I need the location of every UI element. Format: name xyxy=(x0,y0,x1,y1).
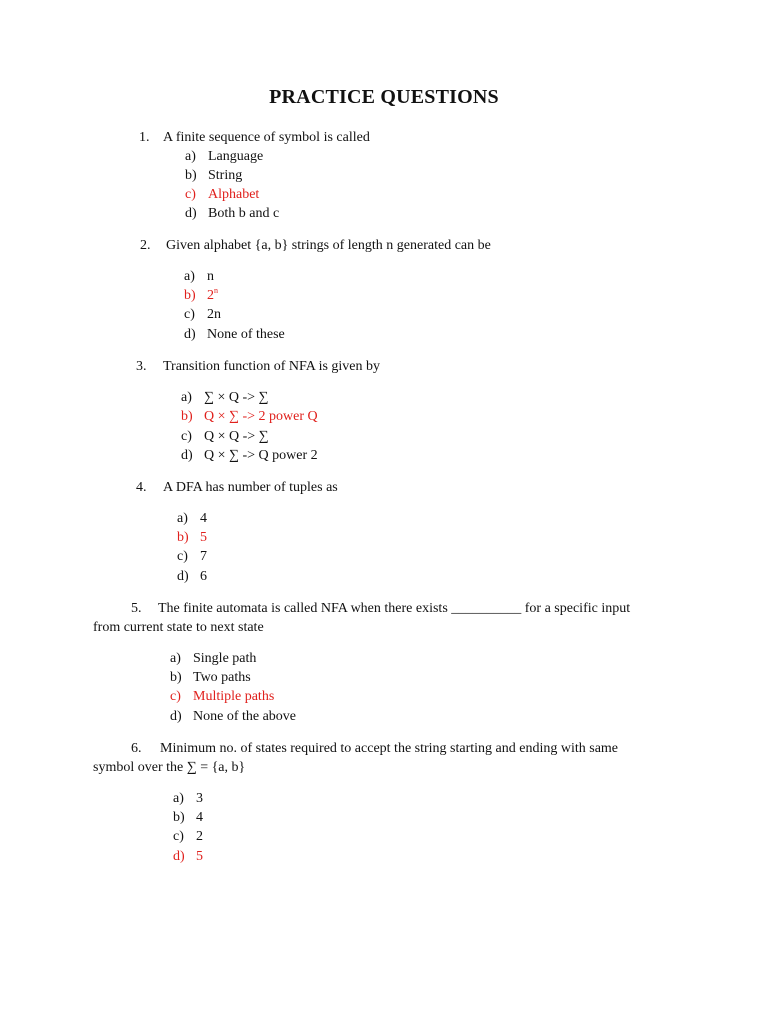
option-5c-correct xyxy=(170,687,274,706)
question-number: 4. xyxy=(136,480,147,495)
option-label: a) xyxy=(177,511,188,526)
question-6-continued xyxy=(93,758,245,777)
option-5a xyxy=(170,649,256,668)
option-label: a) xyxy=(184,269,195,284)
option-text: 4 xyxy=(196,810,203,825)
option-label: a) xyxy=(185,149,196,164)
option-label: b) xyxy=(177,530,189,545)
option-label: b) xyxy=(185,168,197,183)
question-2 xyxy=(140,236,491,255)
option-label: c) xyxy=(184,307,195,322)
option-label: b) xyxy=(181,409,193,424)
question-text: A finite sequence of symbol is called xyxy=(163,130,370,145)
option-text: Single path xyxy=(193,651,257,666)
question-text-line-1: The finite automata is called NFA when there exists __________ for a specific input xyxy=(158,601,631,616)
option-label: d) xyxy=(173,849,185,864)
option-text: 5 xyxy=(196,849,203,864)
option-label: d) xyxy=(170,709,182,724)
option-4a xyxy=(177,509,207,528)
question-number: 6. xyxy=(131,741,142,756)
question-number: 3. xyxy=(136,359,147,374)
option-2b-correct xyxy=(184,286,218,305)
option-4b-correct xyxy=(177,528,207,547)
option-1a xyxy=(185,147,263,166)
option-text: Language xyxy=(208,149,264,164)
option-6a xyxy=(173,789,203,808)
option-6c xyxy=(173,827,203,846)
option-label: d) xyxy=(181,448,193,463)
question-1 xyxy=(139,128,370,147)
option-text: ∑ × Q -> ∑ xyxy=(204,390,269,405)
option-text: Q × ∑ -> 2 power Q xyxy=(204,409,318,424)
option-label: b) xyxy=(170,670,182,685)
option-text: 5 xyxy=(200,530,207,545)
option-3d xyxy=(181,446,318,465)
option-1c-correct xyxy=(185,185,259,204)
option-text: None of the above xyxy=(193,709,297,724)
question-3 xyxy=(136,357,380,376)
option-text: 2 xyxy=(207,288,214,303)
option-text: 7 xyxy=(200,549,207,564)
question-number: 1. xyxy=(139,130,150,145)
option-text: None of these xyxy=(207,327,285,342)
option-4d xyxy=(177,567,207,586)
option-label: c) xyxy=(185,187,196,202)
option-label: c) xyxy=(170,689,181,704)
option-label: c) xyxy=(177,549,188,564)
option-label: b) xyxy=(173,810,185,825)
option-label: d) xyxy=(184,327,196,342)
option-text: 3 xyxy=(196,791,203,806)
option-1d xyxy=(185,204,279,223)
question-number: 2. xyxy=(140,238,151,253)
option-label: c) xyxy=(173,829,184,844)
option-text: 6 xyxy=(200,569,207,584)
option-3c xyxy=(181,427,269,446)
option-3b-correct xyxy=(181,407,318,426)
option-2c xyxy=(184,305,221,324)
option-text: 4 xyxy=(200,511,207,526)
option-2a xyxy=(184,267,214,286)
option-3a xyxy=(181,388,269,407)
question-text-line-1: Minimum no. of states required to accept the string starting and ending with same xyxy=(160,741,619,756)
question-4 xyxy=(136,478,338,497)
option-6d-correct xyxy=(173,847,203,866)
question-text-line-2: from current state to next state xyxy=(93,620,264,635)
option-label: a) xyxy=(181,390,192,405)
question-number: 5. xyxy=(131,601,142,616)
question-text: A DFA has number of tuples as xyxy=(163,480,338,495)
option-2d xyxy=(184,325,285,344)
option-label: a) xyxy=(173,791,184,806)
option-text: Alphabet xyxy=(208,187,260,202)
option-text: Q × ∑ -> Q power 2 xyxy=(204,448,318,463)
option-text: 2 xyxy=(196,829,203,844)
option-text: 2n xyxy=(207,307,221,322)
option-6b xyxy=(173,808,203,827)
page-title: PRACTICE QUESTIONS xyxy=(269,86,499,108)
option-4c xyxy=(177,547,207,566)
question-5 xyxy=(131,599,630,618)
option-superscript: n xyxy=(214,286,218,295)
question-6 xyxy=(131,739,618,758)
option-text: n xyxy=(207,269,214,284)
option-1b xyxy=(185,166,242,185)
question-5-continued xyxy=(93,618,264,637)
question-text: Given alphabet {a, b} strings of length n generated can be xyxy=(166,238,491,253)
option-5d xyxy=(170,707,296,726)
option-label: c) xyxy=(181,429,192,444)
option-label: d) xyxy=(177,569,189,584)
option-label: a) xyxy=(170,651,181,666)
option-text: Both b and c xyxy=(208,206,280,221)
option-text: Multiple paths xyxy=(193,689,275,704)
question-text-line-2: symbol over the ∑ = {a, b} xyxy=(93,760,246,775)
option-text: String xyxy=(208,168,243,183)
option-text: Two paths xyxy=(193,670,251,685)
option-label: d) xyxy=(185,206,197,221)
option-text: Q × Q -> ∑ xyxy=(204,429,269,444)
option-5b xyxy=(170,668,251,687)
option-label: b) xyxy=(184,288,196,303)
question-text: Transition function of NFA is given by xyxy=(163,359,381,374)
